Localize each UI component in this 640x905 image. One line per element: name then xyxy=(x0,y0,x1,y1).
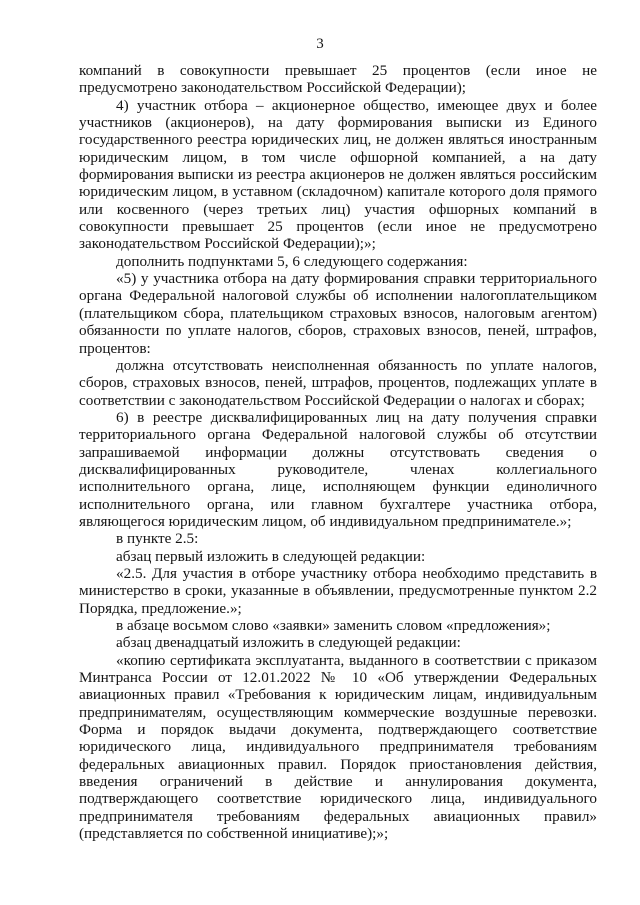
paragraph-item-5: «5) у участника отбора на дату формирования справки территориального органа Федеральной налоговой службы об исполнении налогоплательщиком (плательщиком сбора, плательщиком страховых взносов, налоговым агентом) обязанности по уплате налогов, сборов, страховых взносов, пеней, штрафов, процентов: xyxy=(79,270,597,357)
paragraph-item-6: 6) в реестре дисквалифицированных лиц на дату получения справки территориального органа Федеральной налоговой службы об отсутствии запрашиваемой информации должны отсутствовать сведения о дисквалифицированных руководителе, членах коллегиального исполнительного органа, лице, исполняющем функции единоличного исполнительного органа, или главном бухгалтере участника отбора, являющегося юридическим лицом, об индивидуальном предпринимателе.»; xyxy=(79,408,597,530)
paragraph-in-clause-2-5: в пункте 2.5: xyxy=(116,530,199,548)
paragraph-certificate: «копию сертификата эксплуатанта, выданного в соответствии с приказом Минтранса России от 12.01.2022 № 10 «Об утверждении Федеральных авиационных правил «Требования к юридическим лицам, индивидуальным предпринимателям, осуществляющим коммерческие воздушные перевозки. Форма и порядок выдачи документа, подтверждающего соответствие юридического лица, индивидуального предпринимателя требованиям федеральных авиационных правил. Порядок приостановления действия, введения ограничений в действие и аннулирования документа, подтверждающего соответствие юридического лица, индивидуального предпринимателя требованиям федеральных авиационных правил» (представляется по собственной инициативе);»; xyxy=(79,651,597,843)
paragraph-item-4: 4) участник отбора – акционерное общество, имеющее двух и более участников (акционеров), на дату формирования выписки из Единого государственного реестра юридических лиц, не должен являться иностранным юридическим лицом, в том числе офшорной компанией, а на дату формирования выписки из реестра акционеров не должен являться российским юридическим лицом, в уставном (складочном) капитале которого доля прямого или косвенного (через третьих лиц) участия офшорных компаний в совокупности превышает 25 процентов (если иное не предусмотрено законодательством Российской Федерации);»; xyxy=(79,96,597,253)
paragraph-first-abzac: абзац первый изложить в следующей редакции: xyxy=(116,547,426,565)
paragraph-continuation: компаний в совокупности превышает 25 процентов (если иное не предусмотрено законодательством Российской Федерации); xyxy=(79,62,597,97)
page-number: 3 xyxy=(316,36,324,52)
document-body xyxy=(79,62,597,842)
paragraph-eighth-abzac: в абзаце восьмом слово «заявки» заменить словом «предложения»; xyxy=(116,617,551,634)
paragraph-obligation: должна отсутствовать неисполненная обязанность по уплате налогов, сборов, страховых взносов, пеней, штрафов, процентов, подлежащих уплате в соответствии с законодательством Российской Федерации о налогах и сборах; xyxy=(79,356,597,409)
paragraph-twelfth-abzac: абзац двенадцатый изложить в следующей редакции: xyxy=(116,634,461,652)
paragraph-clause-2-5: «2.5. Для участия в отборе участнику отбора необходимо представить в министерство в сроки, указанные в объявлении, предусмотренные пунктом 2.2 Порядка, предложение.»; xyxy=(79,564,597,617)
paragraph-add-subitems: дополнить подпунктами 5, 6 следующего содержания: xyxy=(116,252,468,270)
